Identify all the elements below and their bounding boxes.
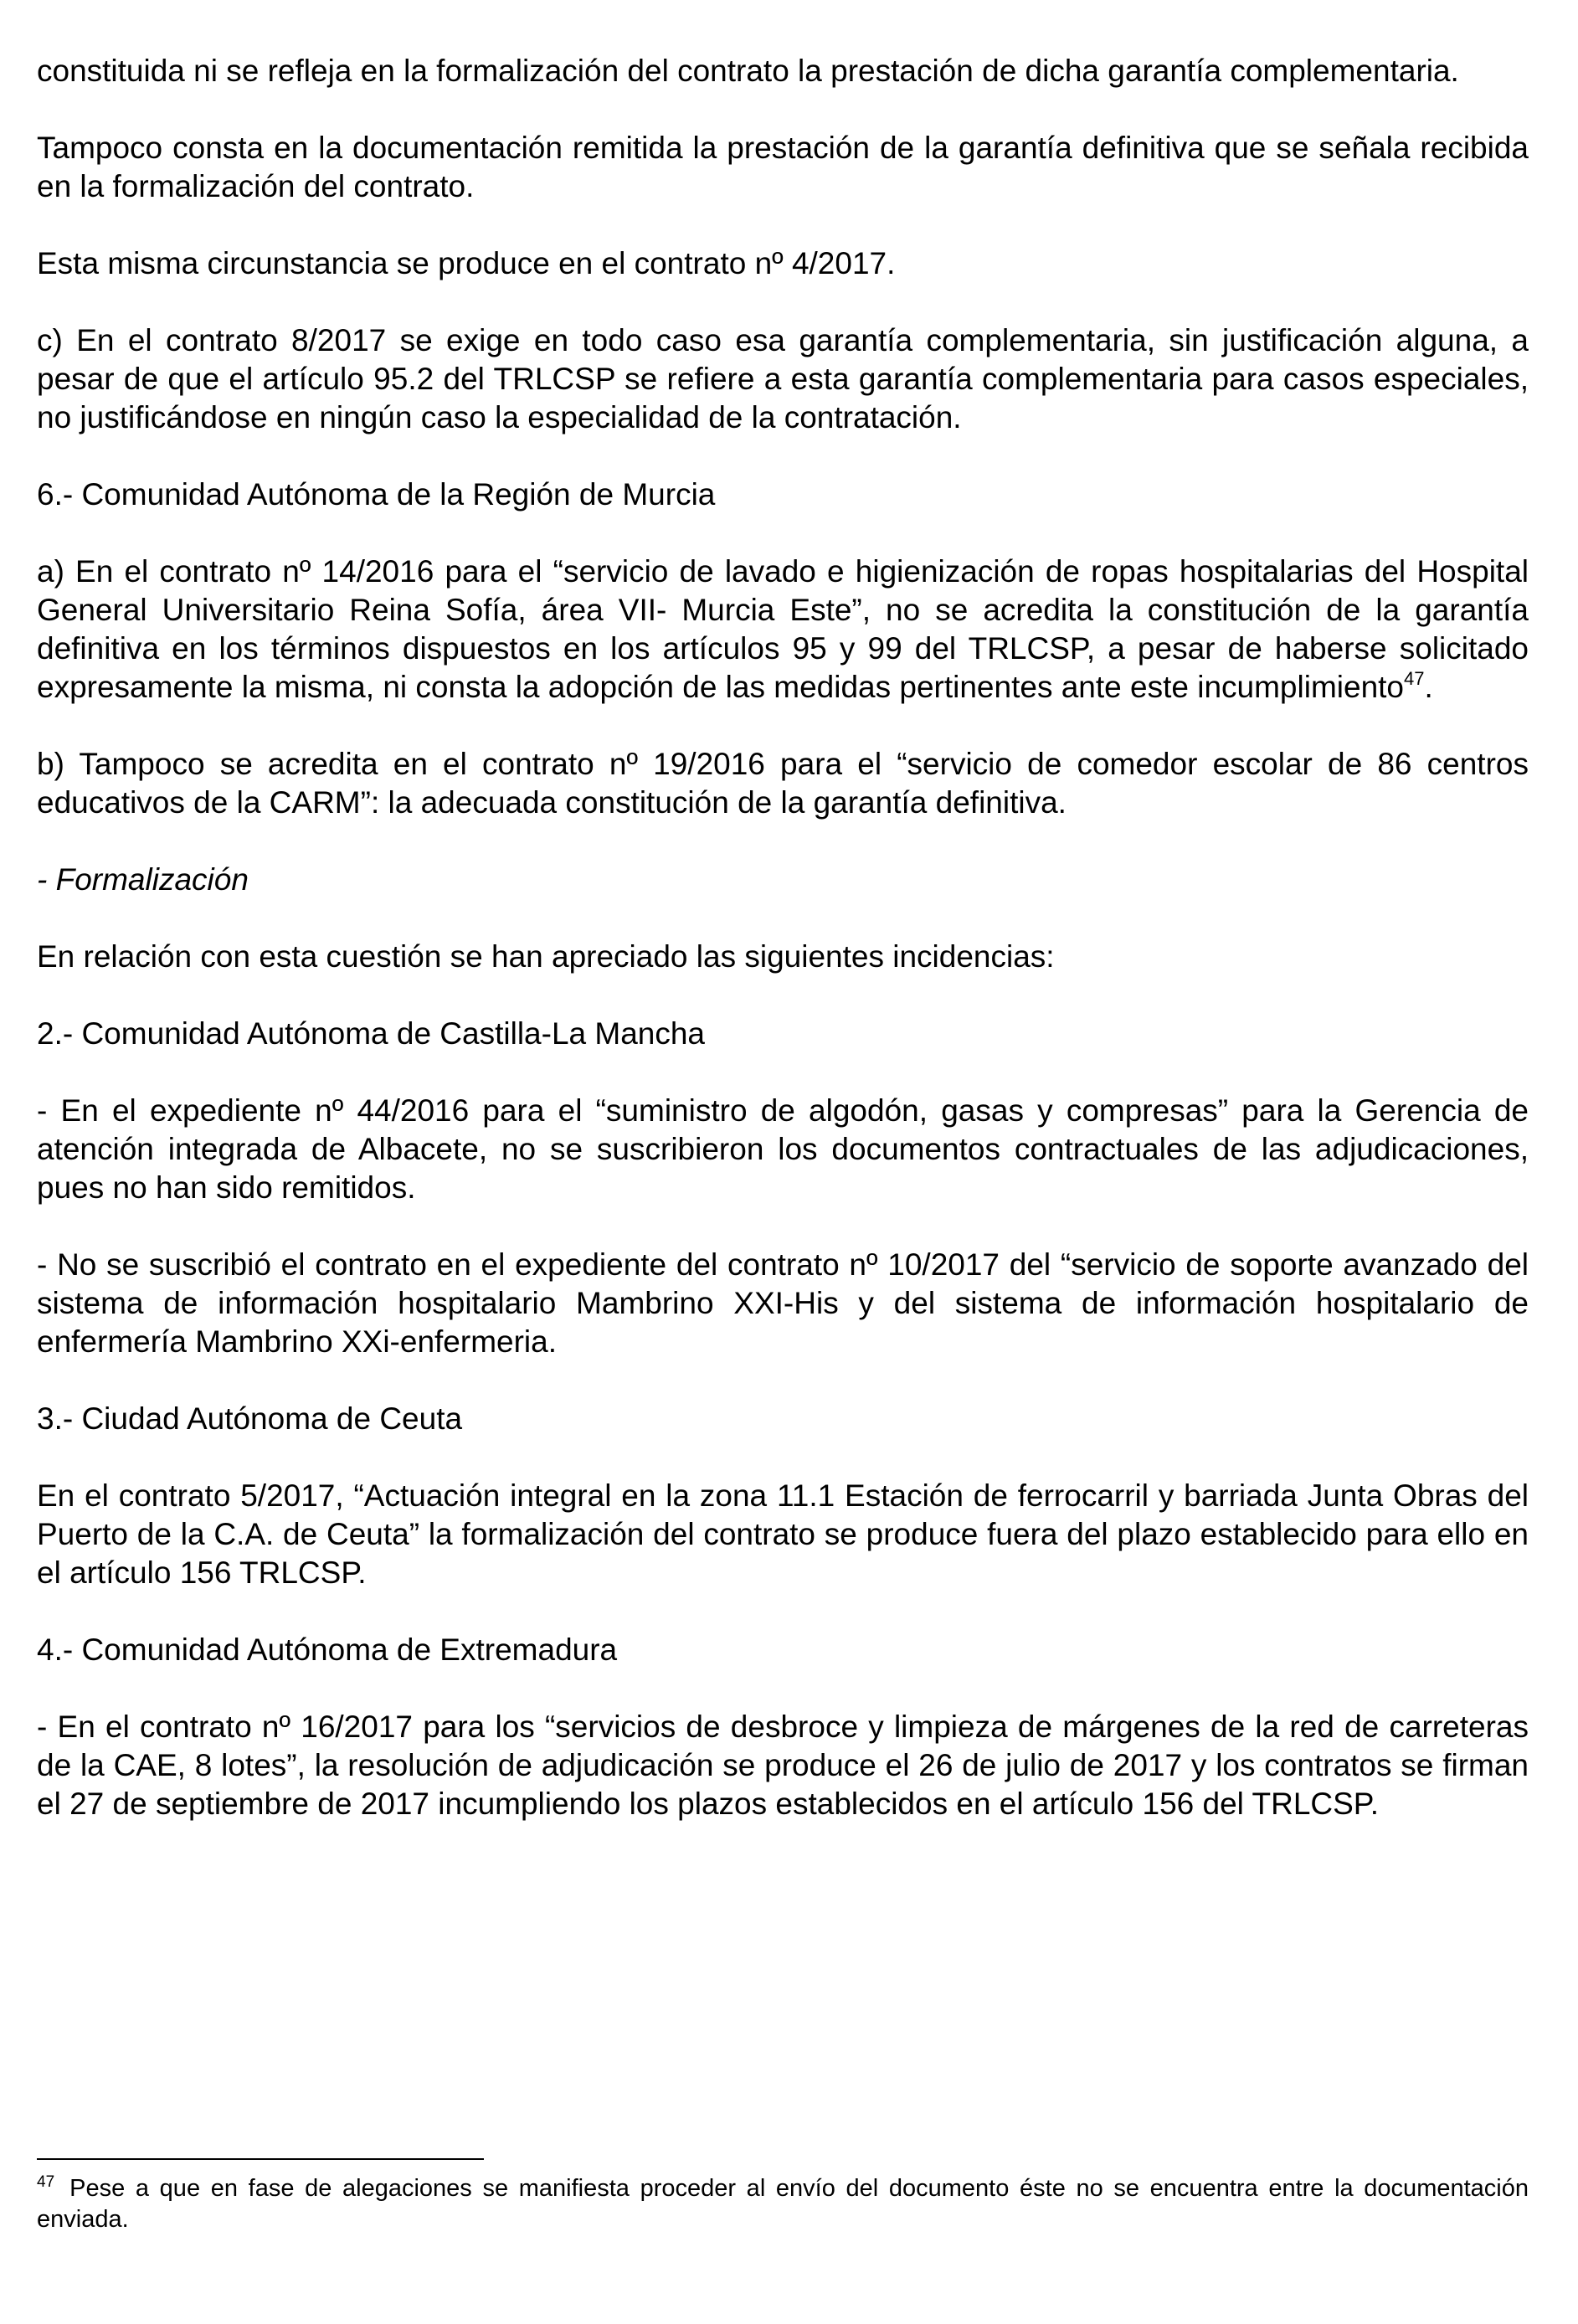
paragraph-16: - En el contrato nº 16/2017 para los “servicios de desbroce y limpieza de márgenes de la red de carreteras de la CAE, 8 lotes”, la resolución de adjudicación se produce el 26 de julio de 2017 y los contratos se firman el 27 de septiembre de 2017 incumpliendo los plazos establecidos en el artículo 156 del TRLCSP. xyxy=(37,1710,1529,1821)
paragraph-9: En relación con esta cuestión se han apreciado las siguientes incidencias: xyxy=(37,939,1055,974)
section-heading-ceuta: 3.- Ciudad Autónoma de Ceuta xyxy=(37,1401,463,1436)
paragraph-4: c) En el contrato 8/2017 se exige en todo caso esa garantía complementaria, sin justificación alguna, a pesar de que el artículo 95.2 del TRLCSP se refiere a esta garantía complementaria para casos especiales, no justificándose en ningún caso la especialidad de la contratación. xyxy=(37,323,1529,434)
paragraph-12: - No se suscribió el contrato en el expediente del contrato nº 10/2017 del “servicio de soporte avanzado del sistema de información hospitalario Mambrino XXI-His y del sistema de información hospitalario de enfermería Mambrino XXi-enfermeria. xyxy=(37,1247,1529,1359)
footnote-reference[interactable]: 47 xyxy=(1404,667,1425,689)
paragraph-6 xyxy=(37,553,1529,707)
footnote-text: Pese a que en fase de alegaciones se manifiesta proceder al envío del documento éste no se encuentra entre la documentación enviada. xyxy=(37,2175,1529,2233)
paragraph-1: constituida ni se refleja en la formalización del contrato la prestación de dicha garantía complementaria. xyxy=(37,54,1459,88)
footnote-number: 47 xyxy=(37,2173,55,2192)
document-body xyxy=(37,52,1529,1862)
paragraph-7: b) Tampoco se acredita en el contrato nº 19/2016 para el “servicio de comedor escolar de 86 centros educativos de la CARM”: la adecuada constitución de la garantía definitiva. xyxy=(37,747,1529,820)
footnote xyxy=(37,2173,1529,2235)
paragraph-14: En el contrato 5/2017, “Actuación integral en la zona 11.1 Estación de ferrocarril y barriada Junta Obras del Puerto de la C.A. de Ceuta” la formalización del contrato se produce fuera del plazo establecido para ello en el artículo 156 TRLCSP. xyxy=(37,1478,1529,1590)
section-heading-formalizacion: - Formalización xyxy=(37,862,249,897)
section-heading-castilla: 2.- Comunidad Autónoma de Castilla-La Mancha xyxy=(37,1016,706,1051)
paragraph-6-text: a) En el contrato nº 14/2016 para el “servicio de lavado e higienización de ropas hospitalarias del Hospital General Universitario Reina Sofía, área VII- Murcia Este”, no se acredita la constitución de la garantía definitiva en los términos dispuestos en los artículos 95 y 99 del TRLCSP, a pesar de haberse solicitado expresamente la misma, ni consta la adopción de las medidas pertinentes ante este incumplimiento xyxy=(37,554,1529,704)
section-heading-murcia: 6.- Comunidad Autónoma de la Región de Murcia xyxy=(37,477,716,512)
paragraph-3: Esta misma circunstancia se produce en el contrato nº 4/2017. xyxy=(37,246,896,280)
paragraph-2: Tampoco consta en la documentación remitida la prestación de la garantía definitiva que se señala recibida en la formalización del contrato. xyxy=(37,131,1529,203)
paragraph-6-end: . xyxy=(1424,670,1433,704)
section-heading-extremadura: 4.- Comunidad Autónoma de Extremadura xyxy=(37,1632,618,1667)
paragraph-11: - En el expediente nº 44/2016 para el “suministro de algodón, gasas y compresas” para la Gerencia de atención integrada de Albacete, no se suscribieron los documentos contractuales de las adjudicaciones, pues no han sido remitidos. xyxy=(37,1093,1529,1205)
footnote-divider xyxy=(37,2158,484,2160)
